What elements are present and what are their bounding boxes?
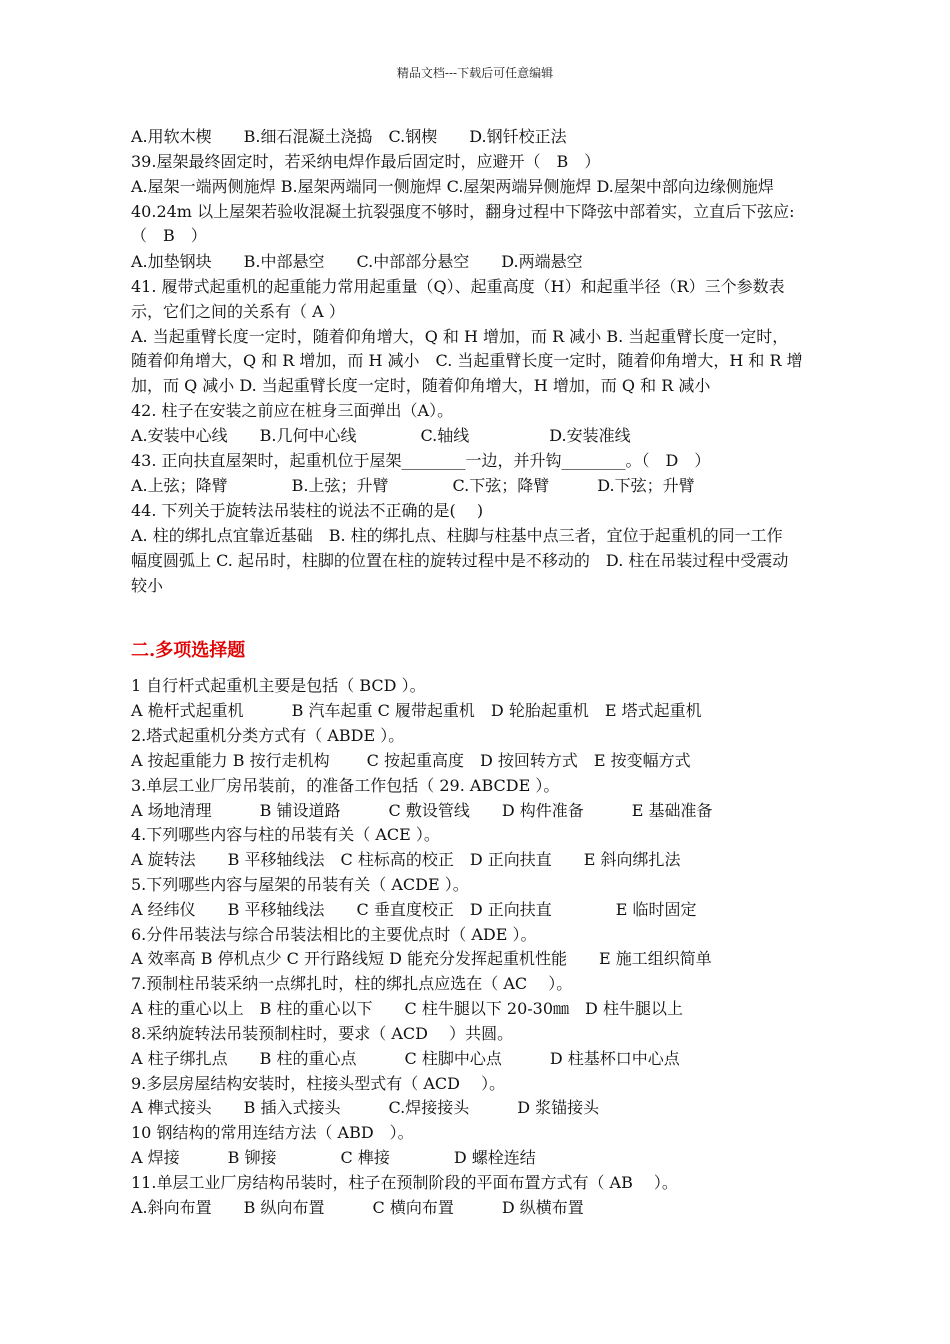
text-line: （ B ） xyxy=(131,226,207,245)
text-line: A. 当起重臂长度一定时，随着仰角增大，Q 和 H 增加，而 R 减小 B. 当起重臂长度一定时， xyxy=(131,327,789,346)
text-line: A 按起重能力 B 按行走机构 C 按起重高度 D 按回转方式 E 按变幅方式 xyxy=(131,751,691,770)
text-line: 6.分件吊装法与综合吊装法相比的主要优点时（ ADE ）。 xyxy=(131,925,537,944)
text-line: A.屋架一端两侧施焊 B.屋架两端同一侧施焊 C.屋架两端异侧施焊 D.屋架中部向边缘侧施焊 xyxy=(131,177,774,196)
text-line: A 场地清理 B 铺设道路 C 敷设管线 D 构件准备 E 基础准备 xyxy=(131,801,713,820)
text-line: 43. 正向扶直屋架时，起重机位于屋架________一边，并升钩________。（ D ） xyxy=(131,451,711,470)
page-header: 精品文档---下载后可任意编辑 xyxy=(396,66,554,80)
text-line: 39.屋架最终固定时，若采纳电焊作最后固定时，应避开（ B ） xyxy=(131,152,601,171)
text-line: 42. 柱子在安装之前应在桩身三面弹出（A）。 xyxy=(131,401,454,420)
text-line: 1 自行杆式起重机主要是包括（ BCD ）。 xyxy=(131,676,426,695)
text-line: 2.塔式起重机分类方式有（ ABDE ）。 xyxy=(131,726,405,745)
text-line: 41. 履带式起重机的起重能力常用起重量（Q）、起重高度（H）和起重半径（R）三个参数表 xyxy=(131,277,785,296)
text-line: 44. 下列关于旋转法吊装柱的说法不正确的是( ) xyxy=(131,501,484,520)
text-line: 5.下列哪些内容与屋架的吊装有关（ ACDE ）。 xyxy=(131,875,469,894)
text-line: 40.24m 以上屋架若验收混凝土抗裂强度不够时，翻身过程中下降弦中部着实，立直后下弦应: xyxy=(131,202,795,221)
text-line: 4.下列哪些内容与柱的吊装有关（ ACE ）。 xyxy=(131,825,440,844)
text-line: 示，它们之间的关系有（ A ） xyxy=(131,302,345,321)
text-line: 7.预制柱吊装采纳一点绑扎时，柱的绑扎点应选在（ AC ）。 xyxy=(131,974,573,993)
text-line: 9.多层房屋结构安装时，柱接头型式有（ ACD ）。 xyxy=(131,1074,506,1093)
text-line: A 桅杆式起重机 B 汽车起重 C 履带起重机 D 轮胎起重机 E 塔式起重机 xyxy=(131,701,702,720)
text-line: 随着仰角增大，Q 和 R 增加，而 H 减小 C. 当起重臂长度一定时，随着仰角增大，H 和 R 增 xyxy=(131,351,803,370)
text-line: 加，而 Q 减小 D. 当起重臂长度一定时，随着仰角增大，H 增加，而 Q 和 R 减小 xyxy=(131,376,711,395)
text-line: A.加垫钢块 B.中部悬空 C.中部部分悬空 D.两端悬空 xyxy=(131,252,583,271)
text-line: 较小 xyxy=(131,576,164,595)
text-line: 11.单层工业厂房结构吊装时，柱子在预制阶段的平面布置方式有（ AB ）。 xyxy=(131,1173,678,1192)
text-line: A 效率高 B 停机点少 C 开行路线短 D 能充分发挥起重机性能 E 施工组织简单 xyxy=(131,949,712,968)
text-line: 10 钢结构的常用连结方法（ ABD ）。 xyxy=(131,1123,414,1142)
text-line: A 榫式接头 B 插入式接头 C.焊接接头 D 浆锚接头 xyxy=(131,1098,600,1117)
text-line: A. 柱的绑扎点宜靠近基础 B. 柱的绑扎点、柱脚与柱基中点三者，宜位于起重机的同一工作 xyxy=(131,526,783,545)
text-line: A.安装中心线 B.几何中心线 C.轴线 D.安装准线 xyxy=(131,426,631,445)
text-line: A.斜向布置 B 纵向布置 C 横向布置 D 纵横布置 xyxy=(131,1198,584,1217)
text-line: A 旋转法 B 平移轴线法 C 柱标高的校正 D 正向扶直 E 斜向绑扎法 xyxy=(131,850,681,869)
text-line: 幅度圆弧上 C. 起吊时，柱脚的位置在柱的旋转过程中是不移动的 D. 柱在吊装过程中受震动 xyxy=(131,551,789,570)
text-line: A 柱的重心以上 B 柱的重心以下 C 柱牛腿以下 20-30㎜ D 柱牛腿以上 xyxy=(131,999,683,1018)
text-line: A 柱子绑扎点 B 柱的重心点 C 柱脚中心点 D 柱基杯口中心点 xyxy=(131,1049,680,1068)
text-line: A.用软木楔 B.细石混凝土浇捣 C.钢楔 D.钢钎校正法 xyxy=(131,127,567,146)
text-line: A 焊接 B 铆接 C 榫接 D 螺栓连结 xyxy=(131,1148,536,1167)
text-line: 3.单层工业厂房吊装前，的准备工作包括（ 29. ABCDE ）。 xyxy=(131,776,560,795)
text-line: A 经纬仪 B 平移轴线法 C 垂直度校正 D 正向扶直 E 临时固定 xyxy=(131,900,697,919)
section-title: 二.多项选择题 xyxy=(131,640,246,661)
text-line: A.上弦；降臂 B.上弦；升臂 C.下弦；降臂 D.下弦；升臂 xyxy=(131,476,695,495)
text-line: 8.采纳旋转法吊装预制柱时，要求（ ACD ）共圆。 xyxy=(131,1024,514,1043)
